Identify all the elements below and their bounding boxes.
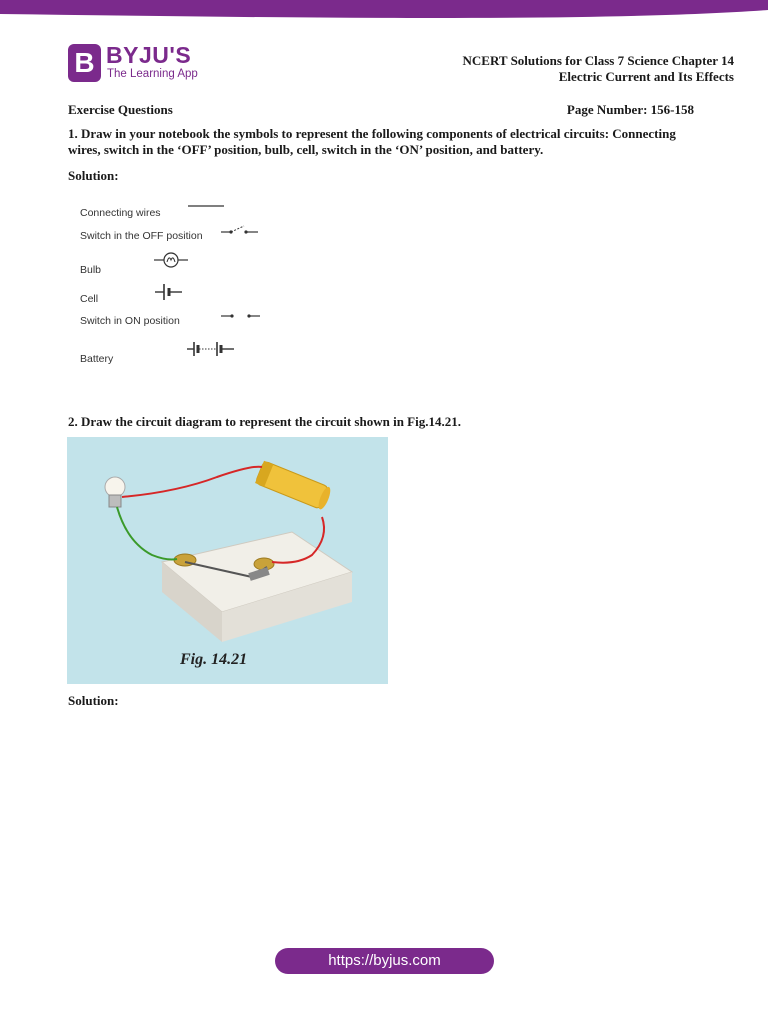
wire-symbol-icon (186, 200, 226, 212)
bulb-holder (109, 495, 121, 507)
section-row (68, 102, 694, 118)
symbol-label-wire: Connecting wires (80, 207, 161, 219)
document-header (463, 53, 734, 85)
top-band (0, 0, 768, 22)
logo-mark: B (68, 44, 101, 82)
red-wire-top (122, 467, 262, 497)
header-line-1: NCERT Solutions for Class 7 Science Chapter 14 (462, 53, 734, 68)
cell-symbol-icon (154, 282, 184, 302)
page-number: Page Number: 156-158 (566, 102, 694, 117)
logo-name: BYJU'S (106, 42, 192, 68)
figure-caption: Fig. 14.21 (180, 651, 248, 668)
battery-symbol-icon (186, 339, 236, 359)
header-line-2: Electric Current and Its Effects (558, 69, 734, 84)
symbol-label-switch-on: Switch in ON position (80, 315, 180, 327)
question-1: 1. Draw in your notebook the symbols to represent the following components of electrical circuits: Connecting wires, switch in the ‘OFF’ position, bulb, cell, switch in the ‘ON’ position, and battery. (68, 126, 676, 157)
bulb-symbol-icon (152, 249, 192, 271)
section-title: Exercise Questions (68, 102, 173, 117)
cell (255, 461, 333, 511)
symbol-label-switch-off: Switch in the OFF position (80, 230, 203, 242)
symbol-label-bulb: Bulb (80, 264, 102, 276)
switch-on-symbol-icon (219, 310, 263, 322)
question-2: 2. Draw the circuit diagram to represent the circuit shown in Fig.14.21. (68, 414, 461, 429)
footer-url-link[interactable]: https://byjus.com (275, 948, 494, 974)
bulb (105, 477, 125, 497)
logo-tagline: The Learning App (107, 68, 198, 80)
byjus-logo (68, 44, 228, 86)
solution-label-1: Solution: (68, 168, 119, 183)
solution-label-2: Solution: (68, 693, 119, 708)
switch-off-symbol-icon (220, 222, 260, 238)
symbol-label-battery: Battery (80, 353, 114, 365)
circuit-figure (67, 437, 388, 684)
symbol-label-cell: Cell (80, 293, 99, 305)
green-wire (117, 507, 177, 560)
circuit-illustration (67, 437, 388, 684)
